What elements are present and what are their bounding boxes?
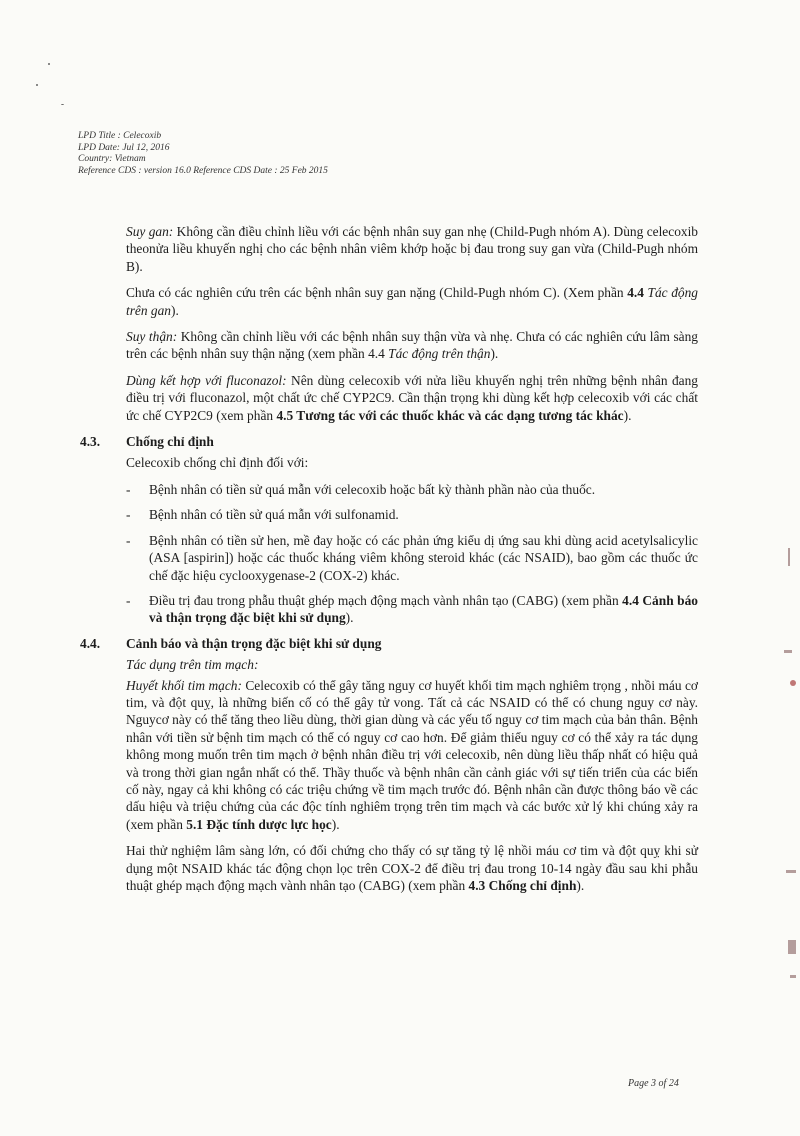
- paragraph-fluconazole: Dùng kết hợp với fluconazol: Nên dùng celecoxib với nửa liều khuyến nghị trên những bệnh nhân đang điều trị với fluconazol, một chất ức chế CYP2C9. Cần thận trọng khi dùng kết hợp celecoxib với các chất ức chế CYP2C9 (xem phần 4.5 Tương tác với các thuốc khác và các dạng tương tác khác).: [126, 372, 698, 423]
- scan-edge-mark: [790, 680, 796, 686]
- paragraph-renal-impairment: Suy thận: Không cần chỉnh liều với các bệnh nhân suy thận vừa và nhẹ. Chưa có các nghiên cứu lâm sàng trên các bệnh nhân suy thận nặng (xem phần 4.4 Tác động trên thận).: [126, 329, 698, 362]
- list-item: - Bệnh nhân có tiền sử quá mẫn với sulfonamid.: [126, 507, 399, 523]
- scan-edge-mark: [786, 870, 796, 873]
- country: Country: Vietnam: [78, 154, 146, 164]
- section-title: Cảnh báo và thận trọng đặc biệt khi sử dụng: [126, 635, 382, 651]
- paragraph-cardiovascular-thrombosis: Huyết khối tim mạch: Celecoxib có thể gây tăng nguy cơ huyết khối tim mạch nghiêm trọng , nhồi máu cơ tim, và đột quỵ, là những biến cố có thể gây tử vong. Tất cả các NSAID có thể có chung nguy cơ này. Nguycơ này có thể tăng theo liều dùng, thời gian dùng và các yếu tố nguy cơ tim mạch của bản thân. Bệnh nhân với tiền sử bệnh tim mạch có thể có nguy cơ cao hơn. Để giảm thiểu nguy cơ có thể xảy ra tác dụng không mong muốn trên tim mạch ở bệnh nhân điều trị với celecoxib, nên dùng liều thấp nhất có hiệu quả và trong thời gian ngắn nhất có thể. Thầy thuốc và bệnh nhân cần cảnh giác với sự tiến triển của các biến cố này, ngay cả khi không có các triệu chứng về tim mạch trước đó. Bệnh nhân cần được thông báo về các dấu hiệu và triệu chứng của các độc tính nghiêm trọng trên tim mạch và các bước xử lý khi chúng xảy ra (xem phần 5.1 Đặc tính dược lực học).: [126, 677, 698, 832]
- paragraph-severe-hepatic: Chưa có các nghiên cứu trên các bệnh nhân suy gan nặng (Child-Pugh nhóm C). (Xem phần 4.4 Tác động trên gan).: [126, 285, 698, 318]
- document-metadata: [78, 131, 328, 177]
- section-number: 4.4.: [80, 635, 101, 651]
- reference-cds: Reference CDS : version 16.0 Reference CDS Date : 25 Feb 2015: [78, 165, 328, 176]
- scan-speck: [36, 84, 38, 86]
- contraindication-list: [80, 481, 698, 627]
- section-4-2-continued: [126, 223, 698, 424]
- contraindication-intro: Celecoxib chống chỉ định đối với:: [126, 455, 309, 471]
- scan-speck: [48, 63, 50, 65]
- scan-edge-mark: [788, 940, 796, 954]
- page-number: Page 3 of 24: [628, 1078, 679, 1089]
- section-title: Chống chỉ định: [126, 434, 214, 450]
- paragraph-hepatic-impairment: Suy gan: Không cần điều chỉnh liều với các bệnh nhân suy gan nhẹ (Child-Pugh nhóm A). Dùng celecoxib theonửa liều khuyến nghị cho các bệnh nhân viêm khớp hoặc bị đau trong suy gan vừa (Child-Pugh nhóm B).: [126, 224, 698, 274]
- scan-edge-mark: [790, 975, 796, 978]
- section-number: 4.3.: [80, 434, 101, 450]
- list-item: - Điều trị đau trong phẫu thuật ghép mạch động mạch vành nhân tạo (CABG) (xem phần 4.4 Cảnh báo và thận trọng đặc biệt khi sử dụng).: [126, 592, 698, 626]
- scan-edge-mark: [784, 650, 792, 653]
- document-body: [80, 223, 698, 903]
- scan-speck: [61, 104, 64, 105]
- list-item: - Bệnh nhân có tiền sử hen, mề đay hoặc có các phản ứng kiểu dị ứng sau khi dùng acid acetylsalicylic (ASA [aspirin]) hoặc các thuốc kháng viêm không steroid khác (các NSAID), bao gồm các thuốc ức chế đặc hiệu cyclooxygenase-2 (COX-2) khác.: [126, 532, 698, 583]
- scan-edge-mark: [788, 548, 790, 566]
- section-heading-4-3: [80, 433, 698, 450]
- list-item: - Bệnh nhân có tiền sử quá mẫn với celecoxib hoặc bất kỳ thành phần nào của thuốc.: [126, 481, 596, 497]
- subheading-cardiovascular: Tác dụng trên tim mạch:: [126, 657, 259, 673]
- lpd-date: LPD Date: Jul 12, 2016: [78, 142, 170, 153]
- section-heading-4-4: [80, 635, 698, 652]
- lpd-title: LPD Title : Celecoxib: [78, 131, 162, 141]
- paragraph-cabg-trials: Hai thử nghiệm lâm sàng lớn, có đối chứng cho thấy có sự tăng tỷ lệ nhồi máu cơ tim và đột quỵ khi sử dụng một NSAID khác tác động chọn lọc trên COX-2 để điều trị đau trong 10-14 ngày đầu sau khi phẫu thuật ghép mạch động mạch vành nhân tạo (CABG) (xem phần 4.3 Chống chỉ định).: [126, 843, 698, 893]
